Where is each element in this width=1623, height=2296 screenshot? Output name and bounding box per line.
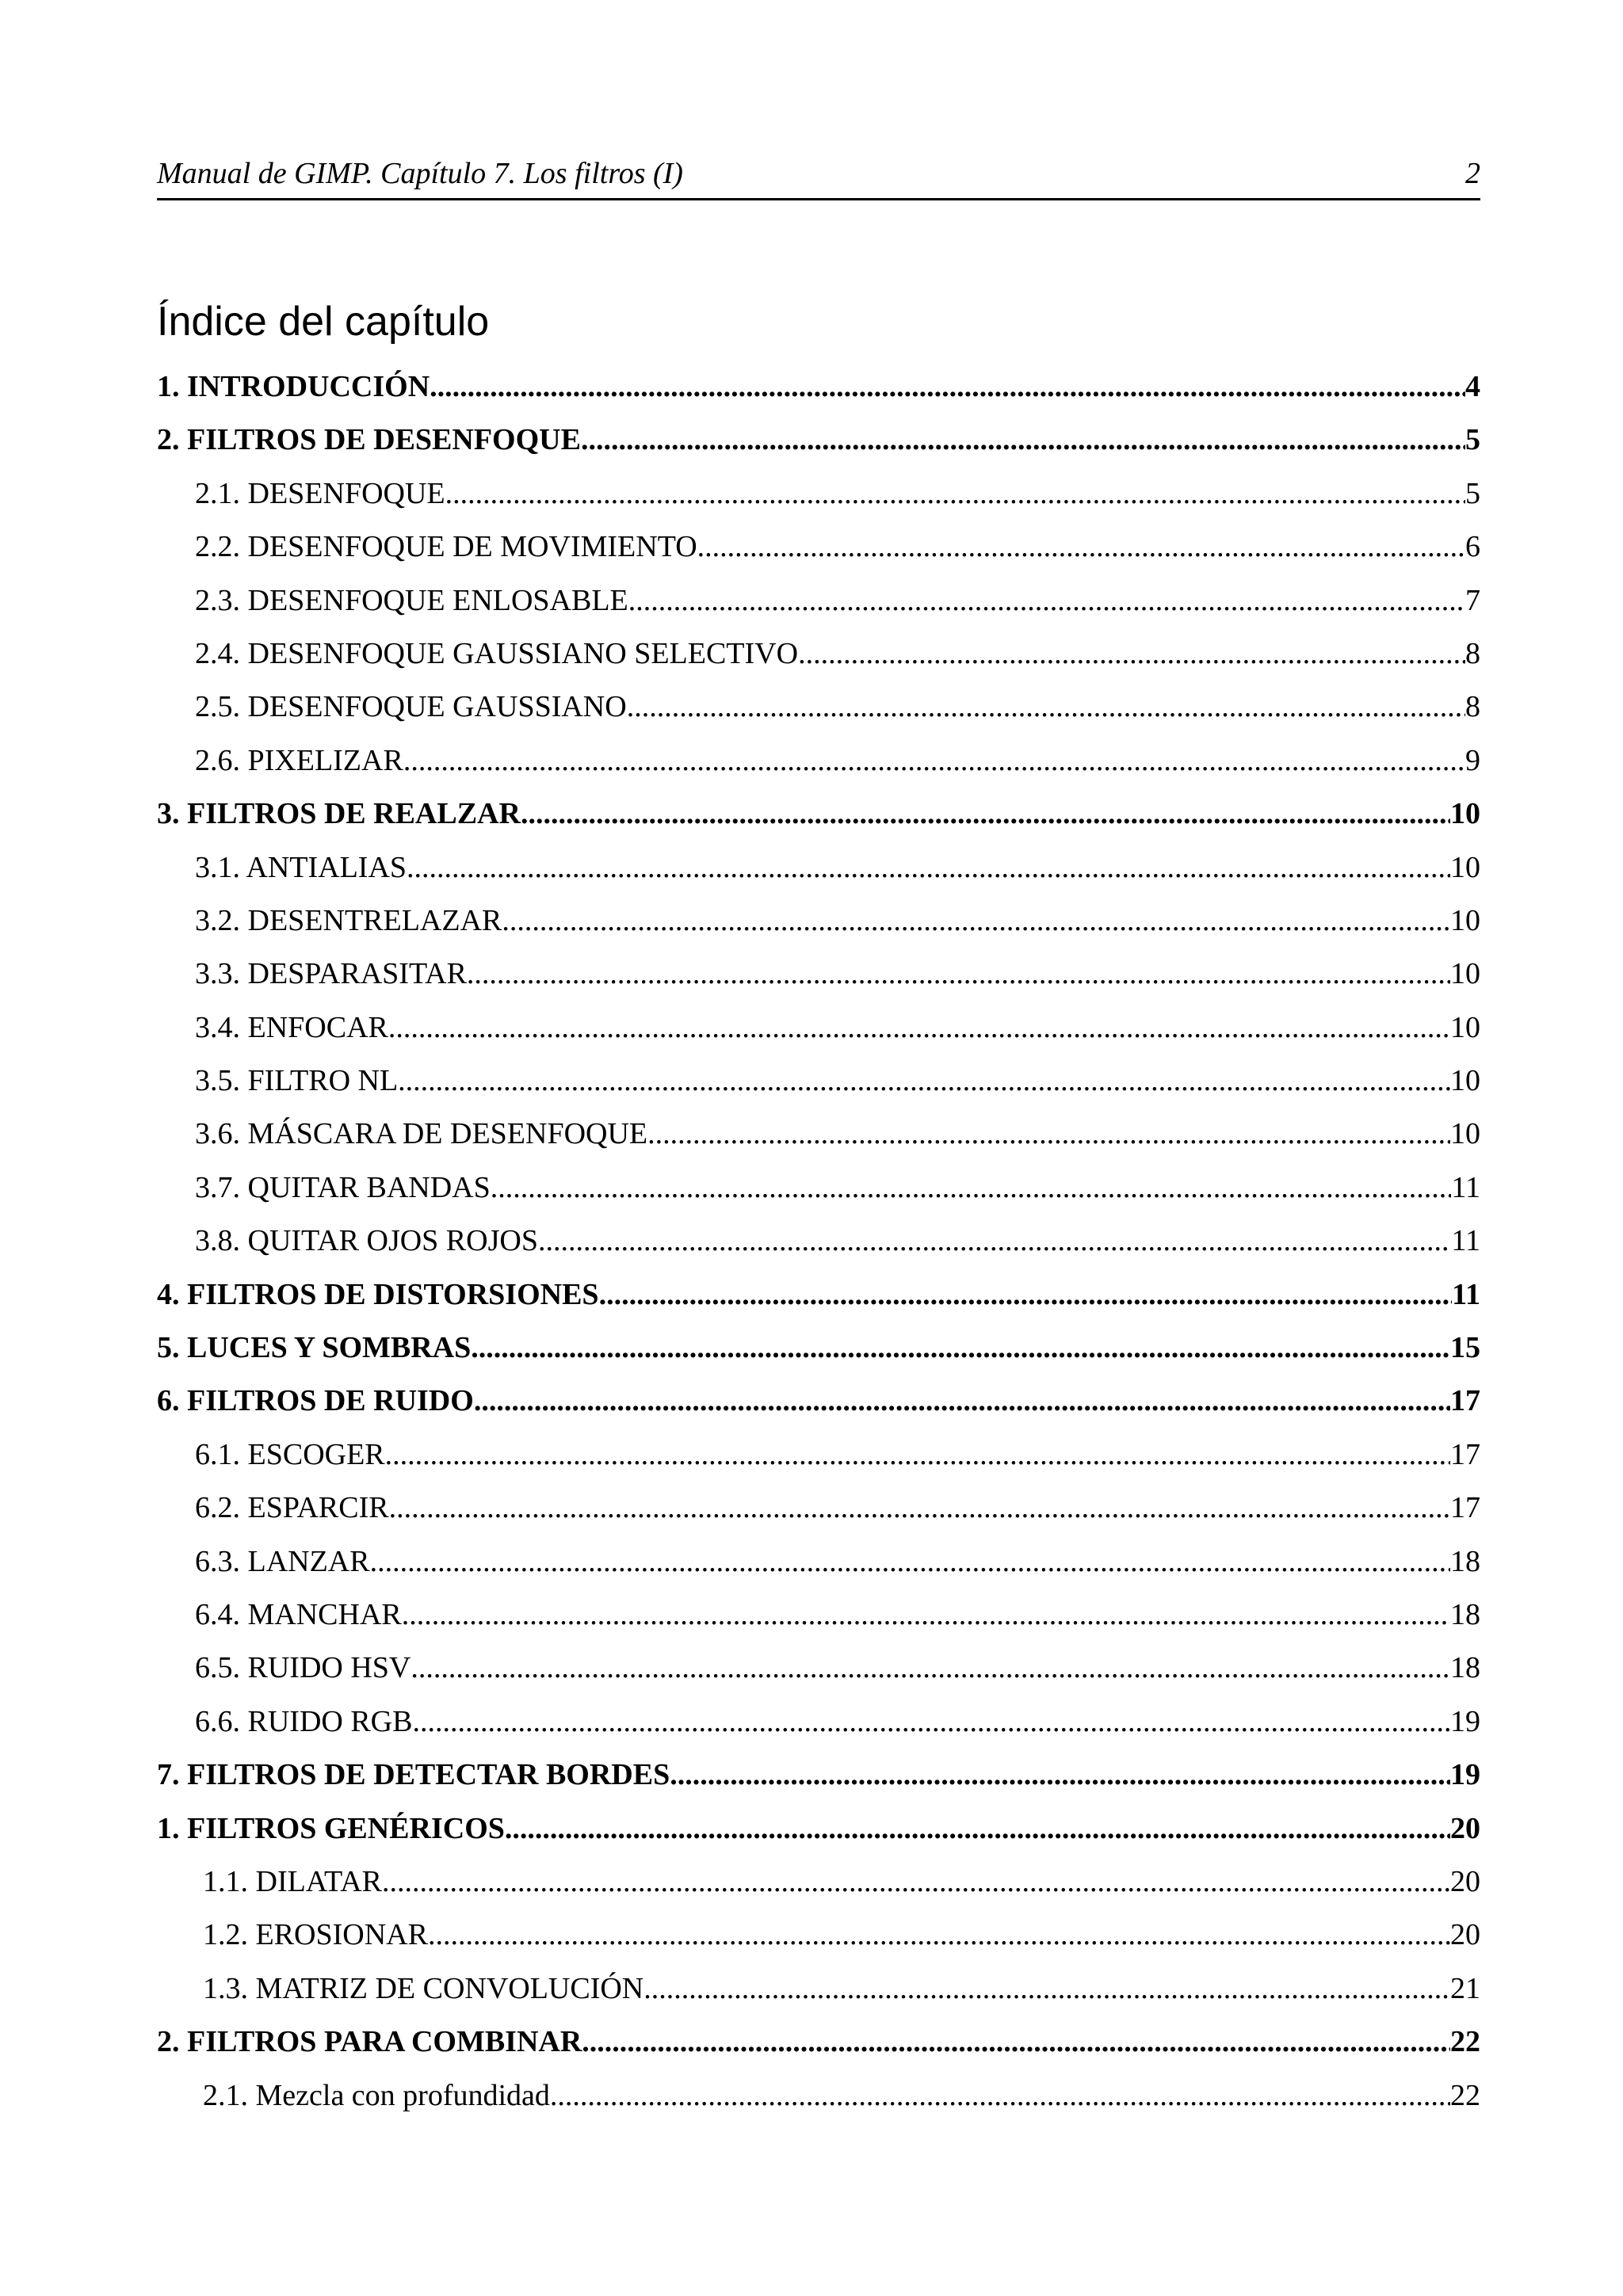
toc-entry-page: 21 <box>1450 1971 1480 2005</box>
toc-dot-leader <box>403 734 1465 788</box>
toc-entry[interactable] <box>157 1535 1480 1589</box>
page-number: 2 <box>1465 157 1480 190</box>
toc-entry-label: 3.6. MÁSCARA DE DESENFOQUE <box>195 1117 648 1151</box>
toc-dot-leader <box>474 1375 1450 1428</box>
toc-entry-page: 15 <box>1450 1331 1480 1365</box>
toc-entry-page: 10 <box>1450 1010 1480 1044</box>
toc-entry-label: 1.3. MATRIZ DE CONVOLUCIÓN <box>203 1971 644 2005</box>
toc-dot-leader <box>430 360 1465 414</box>
toc-entry-label: 3.2. DESENTRELAZAR <box>195 903 502 937</box>
toc-entry-page: 10 <box>1450 1117 1480 1151</box>
toc-dot-leader <box>471 1322 1450 1375</box>
toc-entry-label: 2.3. DESENFOQUE ENLOSABLE <box>195 583 628 617</box>
toc-dot-leader <box>491 1161 1452 1215</box>
toc-dot-leader <box>402 1589 1450 1642</box>
page-header <box>157 154 1480 193</box>
toc-entry-label: 3. FILTROS DE REALZAR <box>157 797 521 831</box>
toc-dot-leader <box>581 414 1465 467</box>
toc-dot-leader <box>389 1482 1450 1535</box>
toc-dot-leader <box>385 1428 1450 1482</box>
toc-entry-label: 2. FILTROS DE DESENFOQUE <box>157 423 581 457</box>
toc-entry[interactable] <box>157 521 1480 574</box>
toc-dot-leader <box>628 574 1465 627</box>
toc-entry-page: 22 <box>1450 2078 1480 2112</box>
toc-entry-page: 10 <box>1450 1064 1480 1098</box>
toc-entry-page: 5 <box>1465 476 1480 510</box>
toc-entry-page: 20 <box>1450 1864 1480 1898</box>
toc-entry-label: 2.4. DESENFOQUE GAUSSIANO SELECTIVO <box>195 636 799 670</box>
toc-dot-leader <box>599 1268 1453 1322</box>
toc-dot-leader <box>670 1749 1450 1802</box>
toc-entry-page: 20 <box>1450 1811 1480 1845</box>
toc-entry[interactable] <box>157 841 1480 894</box>
toc-entry-label: 2.6. PIXELIZAR <box>195 743 403 777</box>
toc-heading: Índice del capítulo <box>157 299 490 345</box>
toc-entry[interactable] <box>157 574 1480 627</box>
toc-entry-label: 3.4. ENFOCAR <box>195 1010 388 1044</box>
toc-entry-label: 3.3. DESPARASITAR <box>195 957 467 991</box>
toc-entry-label: 2.2. DESENFOQUE DE MOVIMIENTO <box>195 530 697 564</box>
toc-entry-page: 22 <box>1450 2025 1480 2059</box>
toc-entry-page: 10 <box>1450 957 1480 991</box>
document-title: Manual de GIMP. Capítulo 7. Los filtros (I) <box>157 157 683 190</box>
toc-dot-leader <box>643 1962 1450 2016</box>
toc-entry-page: 18 <box>1450 1597 1480 1631</box>
toc-entry-page: 18 <box>1450 1544 1480 1578</box>
toc-entry-page: 10 <box>1450 850 1480 884</box>
toc-entry-page: 18 <box>1450 1651 1480 1685</box>
toc-dot-leader <box>647 1108 1450 1161</box>
toc-entry-label: 6.2. ESPARCIR <box>195 1491 389 1525</box>
toc-entry-label: 2. FILTROS PARA COMBINAR <box>157 2025 582 2059</box>
toc-entry-page: 7 <box>1465 583 1480 617</box>
toc-entry-page: 8 <box>1465 690 1480 724</box>
toc-entry-page: 17 <box>1450 1437 1480 1471</box>
toc-entry-page: 10 <box>1450 797 1480 831</box>
toc-entry-label: 6.1. ESCOGER <box>195 1437 385 1471</box>
toc-entry-page: 20 <box>1450 1918 1480 1952</box>
toc-entry-label: 3.1. ANTIALIAS <box>195 850 407 884</box>
toc-entry-page: 10 <box>1450 903 1480 937</box>
toc-entry[interactable] <box>157 1108 1480 1161</box>
toc-dot-leader <box>502 894 1450 948</box>
toc-entry[interactable] <box>157 1428 1480 1482</box>
toc-entry-page: 11 <box>1451 1170 1480 1204</box>
toc-entry-label: 2.5. DESENFOQUE GAUSSIANO <box>195 690 627 724</box>
toc-dot-leader <box>627 681 1465 734</box>
toc-entry-label: 6. FILTROS DE RUIDO <box>157 1384 474 1418</box>
toc-entry[interactable] <box>157 948 1480 1001</box>
toc-dot-leader <box>445 467 1465 521</box>
toc-dot-leader <box>538 1215 1451 1268</box>
toc-entry-label: 3.7. QUITAR BANDAS <box>195 1170 491 1204</box>
toc-entry-page: 11 <box>1452 1277 1480 1311</box>
toc-entry[interactable] <box>157 1482 1480 1535</box>
toc-entry-page: 4 <box>1465 370 1480 403</box>
toc-entry-label: 6.3. LANZAR <box>195 1544 370 1578</box>
header-divider <box>157 198 1480 200</box>
toc-entry-page: 17 <box>1450 1491 1480 1525</box>
toc-entry[interactable] <box>157 1855 1480 1909</box>
toc-entry[interactable] <box>157 1375 1480 1428</box>
toc-entry-page: 19 <box>1450 1758 1480 1792</box>
toc-entry[interactable] <box>157 1322 1480 1375</box>
toc-dot-leader <box>798 627 1465 681</box>
toc-dot-leader <box>370 1535 1450 1589</box>
toc-entry[interactable] <box>157 1055 1480 1108</box>
toc-dot-leader <box>388 1001 1450 1055</box>
toc-entry-label: 5. LUCES Y SOMBRAS <box>157 1331 472 1365</box>
toc-entry-page: 19 <box>1450 1704 1480 1738</box>
toc-dot-leader <box>382 1855 1450 1909</box>
toc-entry-label: 7. FILTROS DE DETECTAR BORDES <box>157 1758 670 1792</box>
toc-entry[interactable] <box>157 360 1480 414</box>
toc-entry[interactable] <box>157 1215 1480 1268</box>
toc-entry-label: 2.1. DESENFOQUE <box>195 476 445 510</box>
toc-entry[interactable] <box>157 414 1480 467</box>
toc-entry-label: 2.1. Mezcla con profundidad <box>203 2078 550 2112</box>
toc-entry-label: 1. FILTROS GENÉRICOS <box>157 1811 505 1845</box>
toc-dot-leader <box>521 788 1450 841</box>
toc-entry[interactable] <box>157 1802 1480 1855</box>
toc-entry[interactable] <box>157 1749 1480 1802</box>
toc-entry-page: 6 <box>1465 530 1480 564</box>
toc-entry[interactable] <box>157 627 1480 681</box>
toc-dot-leader <box>467 948 1450 1001</box>
toc-entry[interactable] <box>157 1589 1480 1642</box>
toc-entry-page: 11 <box>1451 1224 1480 1258</box>
toc-dot-leader <box>697 521 1465 574</box>
toc-entry-label: 1. INTRODUCCIÓN <box>157 370 430 403</box>
toc-entry[interactable] <box>157 681 1480 734</box>
toc-entry[interactable] <box>157 467 1480 521</box>
toc-entry[interactable] <box>157 1161 1480 1215</box>
toc-dot-leader <box>550 2069 1450 2122</box>
toc-dot-leader <box>411 1642 1450 1695</box>
toc-entry[interactable] <box>157 1642 1480 1695</box>
table-of-contents <box>157 360 1480 2122</box>
toc-entry[interactable] <box>157 788 1480 841</box>
toc-dot-leader <box>582 2016 1450 2069</box>
toc-entry[interactable] <box>157 2069 1480 2122</box>
toc-entry-page: 17 <box>1450 1384 1480 1418</box>
toc-entry[interactable] <box>157 1001 1480 1055</box>
toc-entry-label: 4. FILTROS DE DISTORSIONES <box>157 1277 599 1311</box>
toc-entry-label: 3.5. FILTRO NL <box>195 1064 399 1098</box>
toc-entry[interactable] <box>157 1268 1480 1322</box>
toc-dot-leader <box>505 1802 1450 1855</box>
toc-entry-label: 3.8. QUITAR OJOS ROJOS <box>195 1224 538 1258</box>
toc-entry-label: 6.4. MANCHAR <box>195 1597 402 1631</box>
toc-entry[interactable] <box>157 2016 1480 2069</box>
toc-dot-leader <box>412 1695 1450 1749</box>
toc-entry-page: 5 <box>1465 423 1480 457</box>
toc-entry-page: 9 <box>1465 743 1480 777</box>
toc-entry-label: 6.6. RUIDO RGB <box>195 1704 413 1738</box>
toc-entry[interactable] <box>157 1962 1480 2016</box>
toc-dot-leader <box>428 1909 1450 1962</box>
toc-entry[interactable] <box>157 894 1480 948</box>
toc-dot-leader <box>398 1055 1450 1108</box>
toc-entry-label: 6.5. RUIDO HSV <box>195 1651 411 1685</box>
toc-entry-label: 1.1. DILATAR <box>203 1864 382 1898</box>
toc-dot-leader <box>407 841 1450 894</box>
toc-entry[interactable] <box>157 1695 1480 1749</box>
toc-entry-page: 8 <box>1465 636 1480 670</box>
toc-entry-label: 1.2. EROSIONAR <box>203 1918 428 1952</box>
toc-entry[interactable] <box>157 1909 1480 1962</box>
toc-entry[interactable] <box>157 734 1480 788</box>
